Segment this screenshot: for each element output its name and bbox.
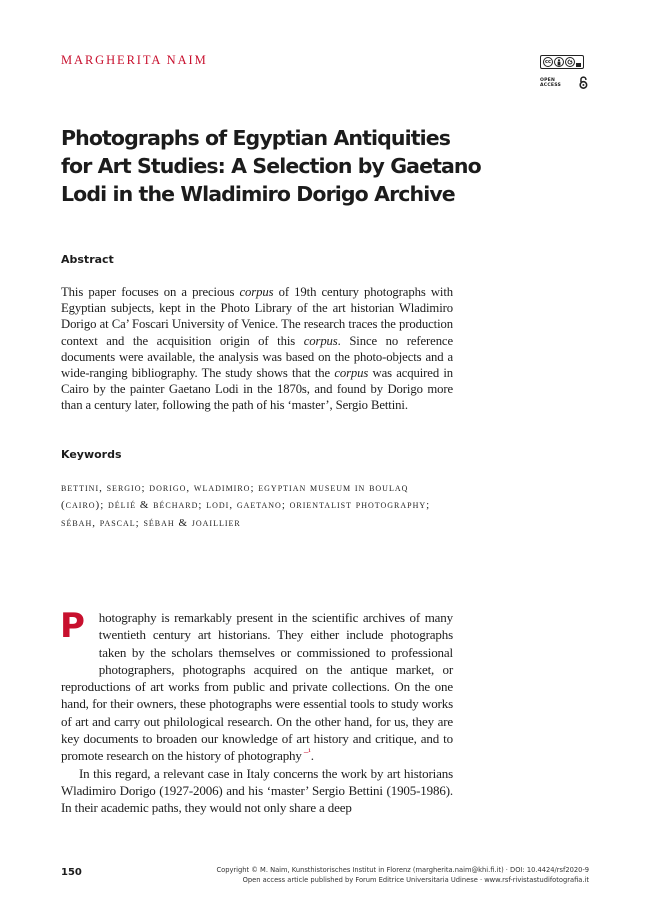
footer-credits [216,866,589,885]
body-paragraph-1-end: . [310,748,314,764]
abstract-heading: Abstract [61,253,114,266]
keywords-heading: Keywords [61,448,122,461]
body-text [60,606,453,817]
abstract-italic-term: corpus [239,285,274,299]
cc-by-sa-icon[interactable] [540,55,584,69]
page-number: 150 [61,867,82,878]
publisher-line: Open access article published by Forum Editrice Universitaria Udinese · www.rsf-rivistastudifotografia.it [242,875,589,884]
open-access-lock-icon [579,76,588,89]
sa-share-icon [565,57,575,67]
by-person-icon [554,57,564,67]
keywords-list: bettini, sergio; dorigo, wladimiro; egyptian museum in boulaq (cairo); délié & béchard; lodi, gaetano; orientalist photography; sébah, pascal; sébah & joaillier [61,482,431,529]
copyright-line: Copyright © M. Naim, Kunsthistorisches Institut in Florenz (margherita.naim@khi.fi.it) · DOI: 10.4424/rsf2020-9 [216,866,589,874]
license-block [540,55,590,89]
cc-icon: cc [543,57,553,67]
open-access-badge [540,76,588,89]
body-paragraph-2: In this regard, a relevant case in Italy concerns the work by art historians Wladimiro Dorigo (1927-2006) and his ‘master’ Sergio Bettini (1905-1986). In their academic paths, they would not only share a deep [61,765,453,816]
abstract-italic-term: corpus [334,366,369,381]
abstract-segment: . Since no reference documents were available, the analysis was based on the photo-objects and a wide-ranging bibliography. The study shows that the [61,333,453,381]
footnote-link[interactable]: –¹ [301,747,311,758]
author-name: MARGHERITA NAIM [61,53,208,67]
abstract-segment: of 19th century photographs with Egyptian subjects, kept in the Photo Library of the art historian Wladimiro Dorigo at Ca’ Foscari University of Venice. The research traces the production context and the acquisition origin of this [61,285,453,348]
abstract-text [61,284,453,414]
open-access-label: OPEN ACCESS [540,77,562,88]
license-bar [576,63,581,67]
abstract-segment: was acquired in Cairo by the painter Gaetano Lodi in the 1870s, and found by Dorigo more than a century later, following the path of his ‘master’, Sergio Bettini. [61,366,453,413]
drop-cap: P [60,606,85,646]
abstract-segment: This paper focuses on a precious [61,285,240,299]
body-paragraph-1: hotography is remarkably present in the scientific archives of many twentieth century art historians. They either include photographs taken by the scholars themselves or commissioned to professional photographers, photographs acquired on the antique market, or reproductions of art works from public and private collections. On the one hand, for their owners, these photographs were essential tools to study works of art and carry out philological research. On the other hand, for us, they are key documents to broaden our knowledge of art history and critique, and to promote research on the history of photography [61,610,453,764]
abstract-italic-term: corpus [303,333,338,348]
article-title: Photographs of Egyptian Antiquities for Art Studies: A Selection by Gaetano Lodi in the Wladimiro Dorigo Archive [61,126,481,206]
